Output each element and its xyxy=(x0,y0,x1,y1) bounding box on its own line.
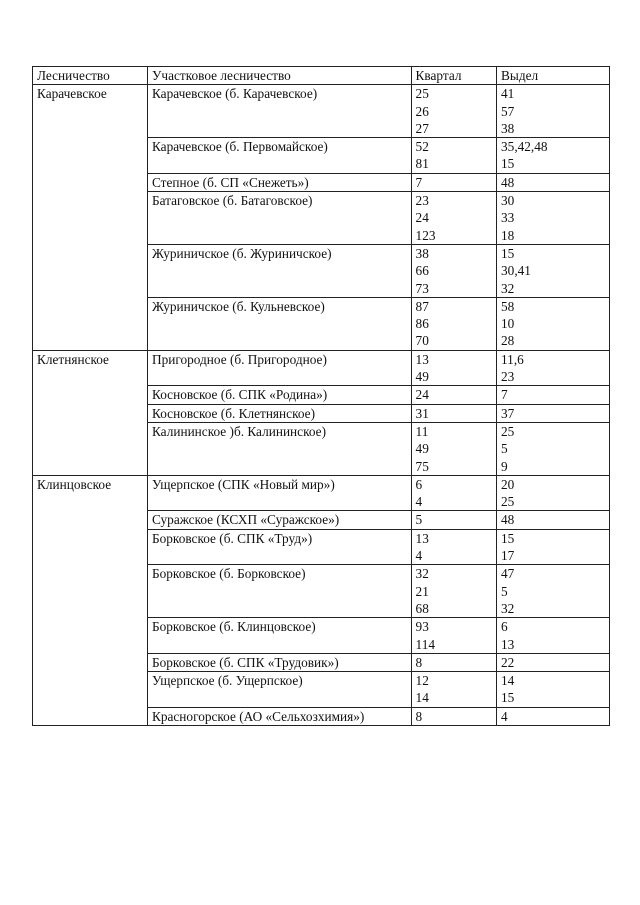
quarter-value: 5 xyxy=(415,512,423,528)
section-value: 7 xyxy=(501,387,508,403)
section-value: 22 xyxy=(501,654,515,670)
quarter-value: 114 xyxy=(415,636,435,652)
section-value: 17 xyxy=(501,548,515,564)
quarter-value: 32 xyxy=(415,566,429,582)
section-cell xyxy=(497,618,610,654)
section-value: 13 xyxy=(501,636,515,652)
district-cell: Пригородное (б. Пригородное) xyxy=(147,350,411,386)
district-cell: Карачевское (б. Первомайское) xyxy=(147,138,411,174)
forestry-table xyxy=(32,66,610,726)
header-quarter: Квартал xyxy=(411,67,496,85)
section-value: 5 xyxy=(501,441,508,457)
table-row xyxy=(33,475,610,511)
district-cell: Журиничское (б. Кульневское) xyxy=(147,297,411,350)
district-cell: Калининское )б. Калининское) xyxy=(147,422,411,475)
header-section: Выдел xyxy=(497,67,610,85)
quarter-cell xyxy=(411,529,496,565)
district-cell: Ущерпское (б. Ущерпское) xyxy=(147,672,411,708)
quarter-cell xyxy=(411,350,496,386)
quarter-value: 13 xyxy=(415,351,429,367)
section-value: 32 xyxy=(501,600,515,616)
quarter-value: 24 xyxy=(415,387,429,403)
quarter-cell xyxy=(411,475,496,511)
district-cell: Борковское (б. Борковское) xyxy=(147,565,411,618)
section-cell xyxy=(497,672,610,708)
section-value: 32 xyxy=(501,280,515,296)
quarter-value: 66 xyxy=(415,263,429,279)
quarter-value: 11 xyxy=(415,423,429,439)
section-value: 37 xyxy=(501,405,515,421)
quarter-value: 13 xyxy=(415,530,429,546)
quarter-value: 12 xyxy=(415,673,429,689)
district-cell: Косновское (б. СПК «Родина») xyxy=(147,386,411,404)
table-header xyxy=(33,67,610,85)
quarter-value: 52 xyxy=(415,139,429,155)
district-cell: Батаговское (б. Батаговское) xyxy=(147,192,411,245)
section-value: 58 xyxy=(501,298,515,314)
quarter-value: 123 xyxy=(415,227,436,243)
section-value: 15 xyxy=(501,245,515,261)
section-value: 48 xyxy=(501,512,515,528)
quarter-value: 8 xyxy=(415,708,423,724)
section-value: 9 xyxy=(501,458,508,474)
section-value: 28 xyxy=(501,333,515,349)
quarter-cell xyxy=(411,653,496,671)
quarter-value: 14 xyxy=(415,690,429,706)
district-cell: Косновское (б. Клетнянское) xyxy=(147,404,411,422)
table-row xyxy=(33,85,610,138)
section-value: 15 xyxy=(501,530,515,546)
quarter-cell xyxy=(411,386,496,404)
section-cell xyxy=(497,192,610,245)
quarter-cell xyxy=(411,173,496,191)
quarter-cell xyxy=(411,672,496,708)
section-value: 6 xyxy=(501,619,508,635)
section-value: 48 xyxy=(501,174,515,190)
quarter-value: 4 xyxy=(415,548,423,564)
quarter-value: 75 xyxy=(415,458,429,474)
section-value: 15 xyxy=(501,690,515,706)
section-cell xyxy=(497,653,610,671)
quarter-value: 68 xyxy=(415,600,429,616)
district-cell: Красногорское (АО «Сельхозхимия») xyxy=(147,707,411,725)
forestry-cell: Клетнянское xyxy=(33,350,148,475)
section-value: 15 xyxy=(501,156,515,172)
quarter-value: 73 xyxy=(415,280,429,296)
header-row xyxy=(33,67,610,85)
district-cell: Борковское (б. СПК «Трудовик») xyxy=(147,653,411,671)
section-value: 14 xyxy=(501,673,515,689)
section-value: 18 xyxy=(501,227,515,243)
table-row xyxy=(33,350,610,386)
quarter-value: 4 xyxy=(415,494,423,510)
quarter-cell xyxy=(411,707,496,725)
district-cell: Степное (б. СП «Снежеть») xyxy=(147,173,411,191)
section-cell xyxy=(497,565,610,618)
quarter-value: 24 xyxy=(415,210,429,226)
section-cell xyxy=(497,529,610,565)
section-value: 47 xyxy=(501,566,515,582)
quarter-value: 7 xyxy=(415,174,423,190)
quarter-value: 86 xyxy=(415,316,429,332)
quarter-value: 23 xyxy=(415,193,429,209)
section-value: 20 xyxy=(501,476,515,492)
section-cell xyxy=(497,138,610,174)
section-value: 35,42,48 xyxy=(501,139,548,155)
section-value: 38 xyxy=(501,120,515,136)
section-cell xyxy=(497,386,610,404)
quarter-value: 26 xyxy=(415,103,429,119)
section-cell xyxy=(497,475,610,511)
quarter-value: 81 xyxy=(415,156,429,172)
quarter-cell xyxy=(411,404,496,422)
section-value: 33 xyxy=(501,210,515,226)
quarter-cell xyxy=(411,85,496,138)
header-forestry: Лесничество xyxy=(33,67,148,85)
section-value: 25 xyxy=(501,494,515,510)
section-cell xyxy=(497,404,610,422)
section-cell xyxy=(497,511,610,529)
quarter-value: 49 xyxy=(415,369,429,385)
quarter-cell xyxy=(411,192,496,245)
quarter-cell xyxy=(411,297,496,350)
quarter-value: 31 xyxy=(415,405,429,421)
section-value: 30 xyxy=(501,193,515,209)
quarter-value: 21 xyxy=(415,583,429,599)
district-cell: Карачевское (б. Карачевское) xyxy=(147,85,411,138)
quarter-value: 8 xyxy=(415,654,423,670)
section-cell xyxy=(497,173,610,191)
section-value: 23 xyxy=(501,369,515,385)
quarter-value: 27 xyxy=(415,120,429,136)
section-value: 57 xyxy=(501,103,515,119)
section-value: 25 xyxy=(501,423,515,439)
section-cell xyxy=(497,85,610,138)
quarter-cell xyxy=(411,565,496,618)
quarter-cell xyxy=(411,511,496,529)
forestry-cell: Карачевское xyxy=(33,85,148,350)
district-cell: Борковское (б. СПК «Труд») xyxy=(147,529,411,565)
quarter-value: 87 xyxy=(415,298,429,314)
section-value: 41 xyxy=(501,86,515,102)
quarter-value: 38 xyxy=(415,245,429,261)
section-cell xyxy=(497,707,610,725)
section-value: 5 xyxy=(501,583,508,599)
quarter-value: 49 xyxy=(415,441,429,457)
section-value: 11,6 xyxy=(501,351,524,367)
quarter-value: 6 xyxy=(415,476,423,492)
section-cell xyxy=(497,244,610,297)
district-cell: Борковское (б. Клинцовское) xyxy=(147,618,411,654)
quarter-cell xyxy=(411,244,496,297)
quarter-value: 70 xyxy=(415,333,429,349)
section-value: 30,41 xyxy=(501,263,531,279)
header-district: Участковое лесничество xyxy=(147,67,411,85)
district-cell: Журиничское (б. Журиничское) xyxy=(147,244,411,297)
quarter-cell xyxy=(411,618,496,654)
section-value: 4 xyxy=(501,708,508,724)
quarter-cell xyxy=(411,138,496,174)
quarter-value: 93 xyxy=(415,619,429,635)
district-cell: Суражское (КСХП «Суражское») xyxy=(147,511,411,529)
table-body xyxy=(33,85,610,726)
quarter-value: 25 xyxy=(415,86,429,102)
section-cell xyxy=(497,297,610,350)
district-cell: Ущерпское (СПК «Новый мир») xyxy=(147,475,411,511)
quarter-cell xyxy=(411,422,496,475)
forestry-cell: Клинцовское xyxy=(33,475,148,725)
section-value: 10 xyxy=(501,316,515,332)
section-cell xyxy=(497,350,610,386)
section-cell xyxy=(497,422,610,475)
